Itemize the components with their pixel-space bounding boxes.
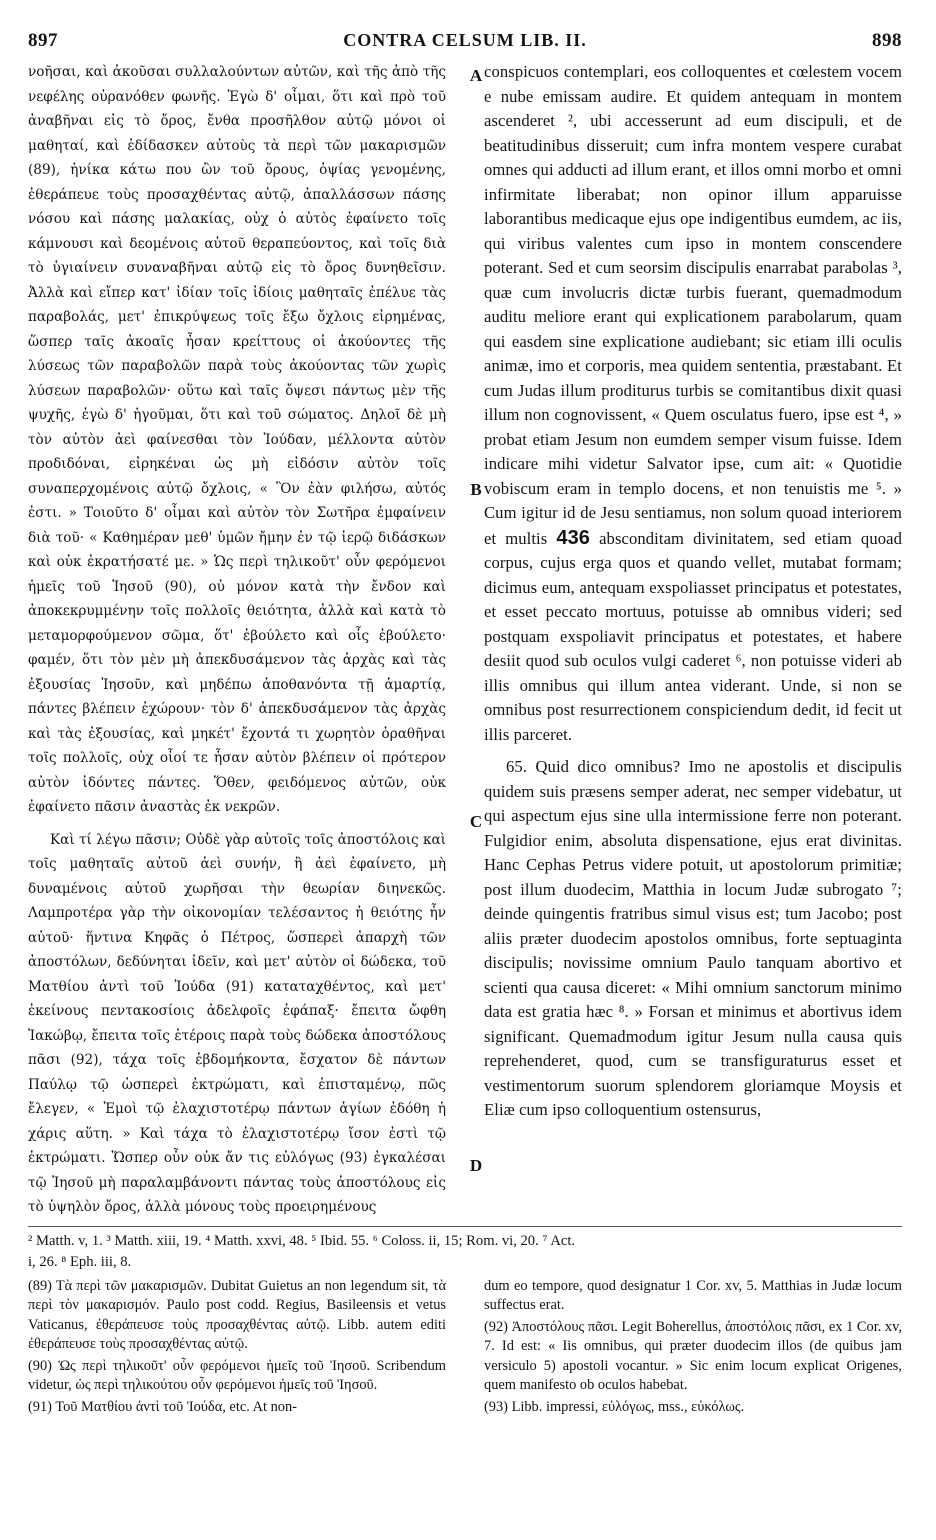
note-92: (92) Ἀποστόλους πᾶσι. Legit Boherellus, ἀποστόλοις πᾶσι, ex 1 Cor. xv, 7. Id est: « Iis omnibus, qui præter duodecim illos (de quibus jam versiculo 5) apostoli vocantur. » Sic enim locum explicat Origenes, quem manifesto ob oculos habebat. [484,1318,902,1393]
note-91: (91) Τοῦ Ματθίου ἀντὶ τοῦ Ἰούδα, etc. At non- [28,1398,297,1415]
latin-column [484,60,902,1220]
latin-paragraph-2: 65. Quid dico omnibus? Imo ne apostolis et discipulis quidem suis præsens semper aderat, nec semper videbatur, ut qui aspectum ejus sine ulla intermissione ferre non poterant. Fulgidior enim, absoluta dispensatione, ejus erat divinitas. Hanc Cephas Petrus videre potuit, ut apostolorum primitiæ; post illum duodecim, Matthia in locum Judæ subrogato ⁷; deinde quingentis fratribus simul visus est; tum Jacobo; post aliis præter duodecim apostolos omnibus, forte septuaginta discipulis; novissime omnium Paulo tanquam abortivo et scienti qua causa diceret: « Mihi omnium sanctorum minimo data est gratia hæc ⁸. » Forsan et minimus et abortivus idem significant. Quemadmodum igitur Jesum nulla causa quis reprehenderet, quod, cum se transfiguraturus esset et vestimentorum suorum splendorem gloriamque Moysis et Eliæ cum ipso colloquentium ostensurus, [484,757,902,1119]
margin-marker-b: B [470,480,482,499]
footnote-line-2: i, 26. ⁸ Eph. iii, 8. [28,1253,132,1270]
greek-paragraph-2: Καὶ τί λέγω πᾶσιν; Οὐδὲ γὰρ αὐτοῖς τοῖς ἀποστόλοις καὶ τοῖς μαθηταῖς αὐτοῦ ἀεὶ συνήν, ἢ ἀεὶ ἐφαίνετο, μὴ δυναμένοις αὐτοῦ χωρῆσαι τὴν θεωρίαν διηνεκῶς. Λαμπροτέρα γὰρ τὴν οἰκονομίαν τελέσαντος ἡ θειότης ἦν αὐτοῦ· ἥντινα Κηφᾶς ὁ Πέτρος, ὥσπερεὶ ἀπαρχὴ τῶν ἀποστόλων, δεδύνηται ἰδεῖν, καὶ μετ' αὐτὸν οἱ δώδεκα, τοῦ Ματθίου ἀντὶ τοῦ Ἰούδα (91) καταταχθέντος, καὶ μετ' ἐκείνους πεντακοσίοις ἀδελφοῖς ἐφάπαξ· ἔπειτα ὤφθη Ἰακώβῳ, ἔπειτα τοῖς ἑτέροις παρὰ τοὺς δώδεκα ἀποστόλους πᾶσι (92), τάχα τοῖς ἑβδομήκοντα, ἔσχατον δὲ πάντων Παύλῳ τῷ ὡσπερεὶ ἐκτρώματι, καὶ ἐπισταμένῳ, πῶς ἔλεγεν, « Ἐμοὶ τῷ ἐλαχιστοτέρῳ πάντων ἁγίων ἐδόθη ἡ χάρις αὕτη. » Καὶ τάχα τὸ ἐλαχιστοτέρῳ ἴσον ἐστὶ τῷ ἐκτρώματι. Ὥσπερ οὖν οὐκ ἄν τις εὐλόγως (93) ἐγκαλέσαι τῷ Ἰησοῦ μὴ παραλαμβάνοντι πάντας τοὺς ἀποστόλους εἰς τὸ ὑψηλὸν ὄρος, ἀλλὰ μόνους τοὺς προειρημένους [28,831,446,1215]
running-header [28,30,902,60]
editorial-notes [28,1277,902,1418]
margin-marker-c: C [469,812,483,831]
left-page-number: 897 [28,30,58,51]
running-title: CONTRA CELSUM LIB. II. [343,30,587,50]
margin-marker-a: A [469,66,483,85]
greek-paragraph-1: νοῆσαι, καὶ ἀκοῦσαι συλλαλούντων αὐτῶν, καὶ τῆς ἀπὸ τῆς νεφέλης οὐρανόθεν φωνῆς. Ἐγὼ δ' οἶμαι, ὅτι καὶ πρὸ τοῦ ἀναβῆναι εἰς τὸ ὄρος, ἔνθα προσῆλθον αὐτῷ μόνοι οἱ μαθηταί, καὶ ἐδίδασκεν αὐτοὺς τὰ περὶ τῶν μακαρισμῶν (89), ἡνίκα κάτω που ὢν τοῦ ὄρους, ὀψίας γενομένης, ἐθεράπευε τοὺς προσαχθέντας αὐτῷ, ἀπαλλάσσων πάσης νόσου καὶ πάσης μαλακίας, οὐχ ὁ αὐτὸς ἐφαίνετο τοῖς κάμνουσι καὶ δεομένοις αὐτοῦ θεραπεύοντος, καὶ τοῖς διὰ τὸ ὑγιαίνειν συναναβῆναι αὐτῷ εἰς τὸ ὄρος δυνηθεῖσιν. Ἀλλὰ καὶ εἴπερ κατ' ἰδίαν τοῖς ἰδίοις μαθηταῖς ἐπέλυε τὰς παραβολάς, μετ' ἐπικρύψεως τοῖς ἔξω ὄχλοις εἰρημένας, ὥσπερ ταῖς ἀκοαῖς ἦσαν κρείττους οἱ ἀκούοντες τῆς λύσεως τῶν παραβολῶν παρὰ τοὺς ἀκούοντας τῶν χωρὶς λύσεων παραβολῶν· οὕτω καὶ ταῖς ὄψεσι πάντως μὲν τῆς ψυχῆς, ἐγὼ δ' ἡγοῦμαι, ὅτι καὶ τοῦ σώματος. Δηλοῖ δὲ μὴ τὸν αὐτὸν ἀεὶ φαίνεσθαι τὸν Ἰούδαν, μέλλοντα αὐτὸν προδιδόναι, εἰρηκέναι ὡς μὴ εἰδόσιν αὐτὸν τοῖς συναπερχομένοις αὐτῷ ὄχλοις, « Ὃν ἐὰν φιλήσω, αὐτός ἐστι. » Τοιοῦτο δ' οἶμαι καὶ αὐτὸν τὸν Σωτῆρα ἐμφαίνειν διὰ τοῦ· « Καθημέραν μεθ' ὑμῶν ἤμην ἐν τῷ ἱερῷ διδάσκων καὶ οὐκ ἐκρατήσατέ με. » Ὡς περὶ τηλικοῦτ' οὖν φερόμενοι ἡμεῖς τοῦ Ἰησοῦ (90), οὐ μόνον κατὰ τὴν ἔνδον καὶ ἀποκεκρυμμένην τοῖς πολλοῖς θειότητα, ἀλλὰ καὶ κατὰ τὸ μεταμορφούμενον σῶμα, ὅτ' ἐβούλετο καὶ οἷς ἐβούλετο· φαμέν, ὅτι τὸν μὲν μὴ ἀπεκδυσάμενον τὰς ἀρχὰς καὶ τὰς ἐξουσίας Ἰησοῦν, καὶ μηδέπω ἀποθανόντα τῇ ἁμαρτίᾳ, πάντες βλέπειν ἐχώρουν· τὸν δ' ἀπεκδυσάμενον τὰς ἀρχὰς καὶ τὰς ἐξουσίας, καὶ μηκέτ' ἔχοντά τι χωρητὸν ὁραθῆναι τοῖς πολλοῖς, οὐχ οἷοί τε ἦσαν αὐτὸν βλέπειν οἱ πρότερον αὐτὸν ἰδόντες πάντες. Ὅθεν, φειδόμενος αὐτῶν, οὐκ ἐφαίνετο πᾶσιν ἀναστὰς ἐκ νεκρῶν. [28,64,446,815]
note-89: (89) Τὰ περὶ τῶν μακαρισμῶν. Dubitat Guietus an non legendum sit, τὰ περὶ τὸν μακαρισμόν. Paulo post codd. Regius, Basileensis et vetus Vaticanus, ἐθεράπευσε τοὺς προσαχθέντας αὐτῷ. Libb. autem editi ἐθεράπευσε τοὺς προσαχθέντας αὐτῷ. [28,1277,446,1352]
footnote-line-1: ² Matth. v, 1. ³ Matth. xiii, 19. ⁴ Matth. xxvi, 48. ⁵ Ibid. 55. ⁶ Coloss. ii, 15; Rom. vi, 20. ⁷ Act. [28,1232,576,1249]
note-93: (93) Libb. impressi, εὐλόγως, mss., εὐκόλως. [484,1398,745,1415]
side-column-number: 436 [556,526,591,549]
latin-paragraph-1a: conspicuos contemplari, eos colloquentes et cœlestem vocem e nube emissam audire. Et quidem antequam in montem ascenderet ², ubi accesserunt ad eum discipuli, et de beatitudinibus disseruit; cum infra montem vespere curabat omnes qui adducti ad illum erant, et illos omni morbo et omni infirmitate liberabat; non opinor illum apparuisse laborantibus medicaque ejus ope indigentibus eumdem, ac iis, qui viribus valentes cum ipso in montem conscendere poterant. Sed et cum seorsim discipulis enarrabat parabolas ³, quæ cum involucris dictæ turbis fuerant, quemadmodum auditu meliore erant qui explicationem parabolarum, quam qui easdem sine explicatione audiebant; sic etiam illi oculis animæ, imo et corporis, mea quidem sententia, præstabant. Et cum Judas illum proditurus turbis se comitantibus dixit quasi illum non cognovissent, « Quem osculatus fuero, ipse est ⁴, » probat etiam Jesum non eumdem semper visum fuisse. Idem indicare mihi videtur Salvator ipse, cum ait: « Quotidie vobiscum eram in templo docens, et non tenuistis me ⁵. » Cum igitur id de Jesu sentiamus, non solum quoad interiorem et multis [484,62,902,548]
latin-paragraph-1b: absconditam divinitatem, sed etiam quoad corpus, cujus erga quos et quando vellet, mutabat formam; dicimus eum, antequam exspoliasset principatus et potestates, et esset peccato mortuus, potuisse ab omnibus videri; sed postquam exspoliavit principatus et potestates, et habere desiit quod sub oculos vulgi caderet ⁶, non potuisse videri ab illis omnibus qui illum antea viderant. Unde, si non se omnibus post resurrectionem conspiciendum dedit, id fecit ut illis parceret. [484,528,902,744]
note-90: (90) Ὡς περὶ τηλικοῦτ' οὖν φερόμενοι ἡμεῖς τοῦ Ἰησοῦ. Scribendum videtur, ὡς περὶ τηλικούτου οὖν φερόμενοι ἡμεῖς τοῦ Ἰησοῦ. [28,1357,446,1393]
notes-right-column [484,1277,902,1418]
footnote-rule [28,1226,902,1227]
text-columns [28,60,902,1220]
greek-column [28,60,446,1220]
notes-left-column [28,1277,446,1418]
note-91-continued: dum eo tempore, quod designatur 1 Cor. xv, 5. Matthias in Judæ locum suffectus erat. [484,1277,902,1313]
latin-paragraph-1 [484,60,902,747]
right-page-number: 898 [871,30,902,51]
margin-marker-d: D [469,1156,483,1175]
